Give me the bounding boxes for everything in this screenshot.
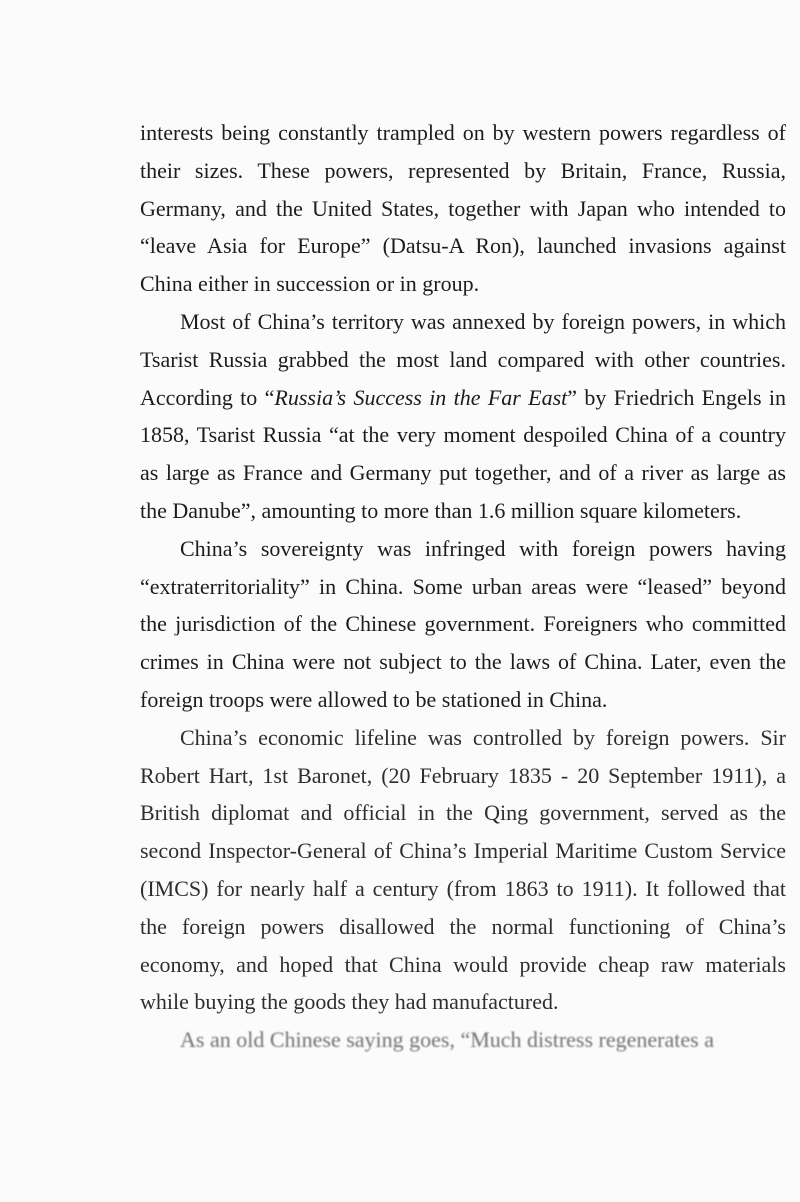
paragraph-1 — [140, 114, 786, 303]
paragraph-2-text-b: ” by Friedrich Engels in 1858, Tsarist Russia “at the very moment despoiled China of a country as large as France and Germany put together, and of a river as large as the Danube”, amounting to more than 1.6 million square kilometers. — [140, 384, 786, 523]
paragraph-3 — [140, 530, 786, 719]
paragraph-4 — [140, 719, 786, 1021]
paragraph-1-text: interests being constantly trampled on by western powers regardless of their sizes. These powers, represented by Britain, France, Russia, Germany, and the United States, together with Japan who intended to “leave Asia for Europe” (Datsu-A Ron), launched invasions against China either in succession or in group. — [140, 120, 786, 297]
paragraph-2-text-a: Most of China’s territory was annexed by foreign powers, in which Tsarist Russia grabbed the most land compared with other countries. According to “ — [140, 308, 786, 410]
paragraph-5-text: As an old Chinese saying goes, “Much distress regenerates a — [180, 1027, 714, 1053]
paragraph-5 — [140, 1021, 786, 1059]
paragraph-4-text: China’s economic lifeline was controlled by foreign powers. Sir Robert Hart, 1st Baronet, (20 February 1835 - 20 September 1911), a British diplomat and official in the Qing government, served as the second Inspector-General of China’s Imperial Maritime Custom Service (IMCS) for nearly half a century (from 1863 to 1911). It followed that the foreign powers disallowed the normal functioning of China’s economy, and hoped that China would provide cheap raw materials while buying the goods they had manufactured. — [140, 724, 786, 1015]
paragraph-2 — [140, 303, 786, 530]
book-title: Russia’s Success in the Far East — [274, 384, 568, 410]
document-body — [140, 114, 786, 1059]
paragraph-3-text: China’s sovereignty was infringed with foreign powers having “extraterritoriality” in China. Some urban areas were “leased” beyond the jurisdiction of the Chinese government. Foreigners who committed crimes in China were not subject to the laws of China. Later, even the foreign troops were allowed to be stationed in China. — [140, 535, 786, 712]
